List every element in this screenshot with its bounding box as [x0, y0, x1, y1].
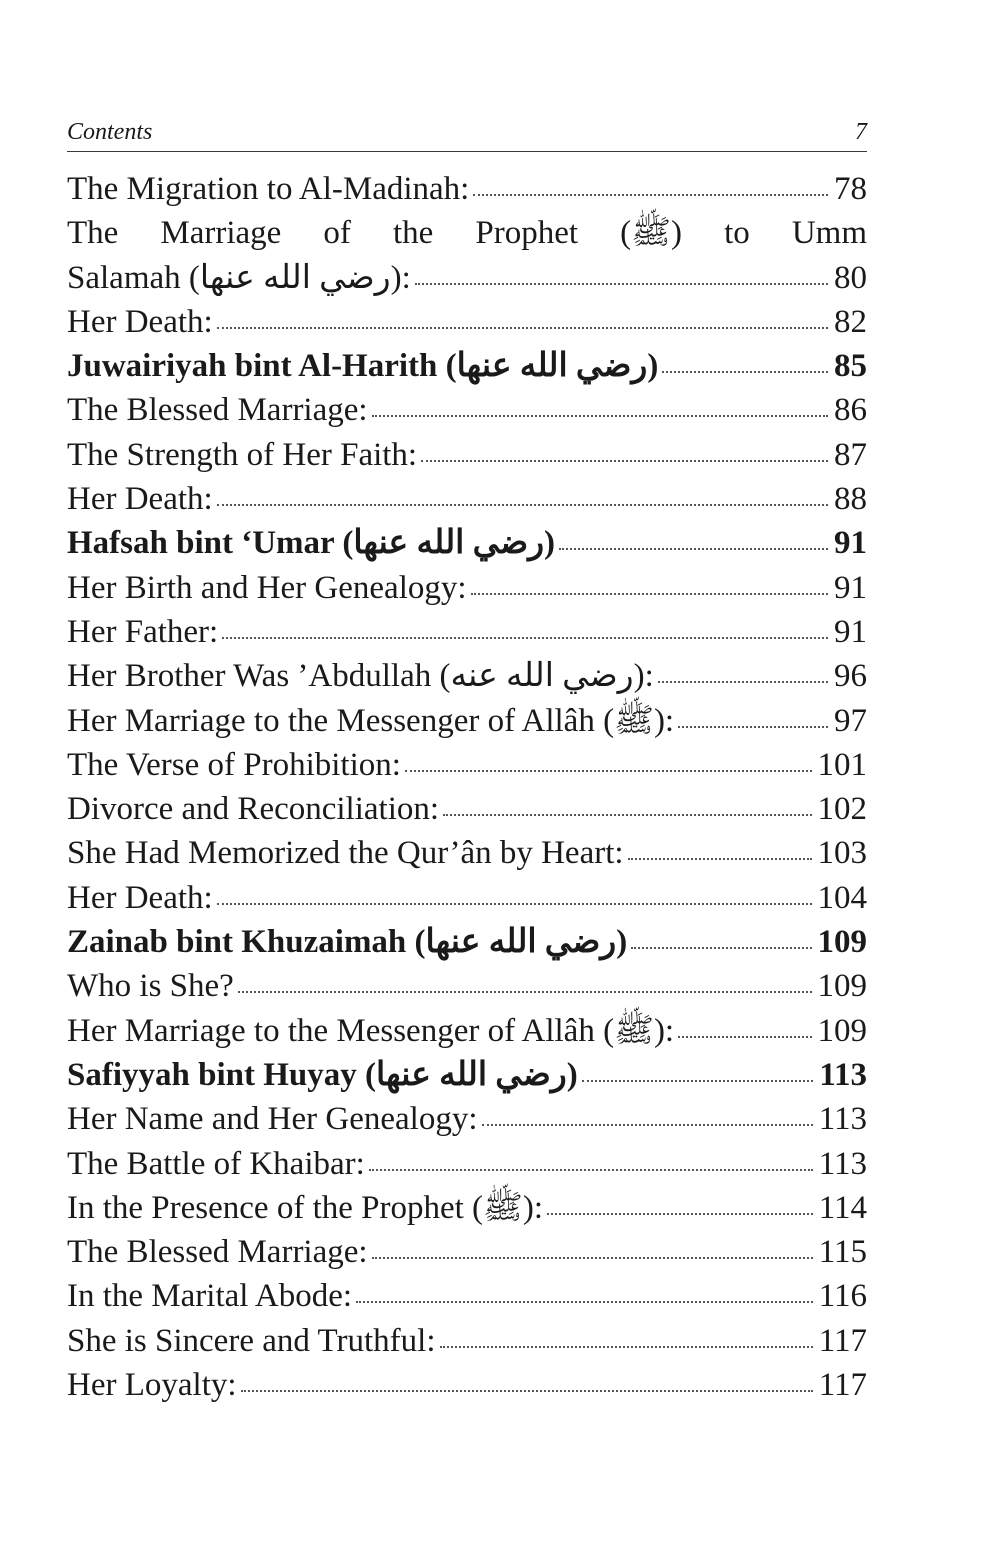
dot-leader: [421, 460, 828, 462]
dot-leader: [473, 194, 828, 196]
toc-page-number: 91: [834, 613, 867, 650]
toc-entry-title: The Migration to Al-Madinah:: [67, 171, 470, 207]
toc-page-number: 80: [834, 259, 867, 296]
toc-chapter-entry: [67, 1053, 867, 1097]
dot-leader: [559, 548, 828, 550]
toc-entry-title: Her Father:: [67, 613, 219, 650]
toc-entry-title: Who is She?: [67, 968, 234, 1005]
dot-leader: [582, 1080, 814, 1082]
toc-page-number: 109: [817, 1012, 867, 1049]
toc-entry: [67, 831, 867, 875]
toc-page-number: 113: [818, 1145, 867, 1182]
toc-page-number: 103: [817, 835, 867, 872]
toc-page-number: 96: [834, 658, 867, 695]
toc-entry: [67, 964, 867, 1008]
toc-entry-title: Hafsah bint ‘Umar (رضي الله عنها): [67, 525, 556, 562]
toc-entry-title: The Blessed Marriage:: [67, 392, 368, 429]
toc-page-number: 102: [817, 791, 867, 828]
toc-page-number: 91: [834, 525, 867, 562]
toc-page-number: 86: [834, 392, 867, 429]
dot-leader: [658, 681, 828, 683]
dot-leader: [482, 1124, 813, 1126]
dot-leader: [471, 593, 828, 595]
dot-leader: [405, 770, 812, 772]
toc-entry-title: Salamah (رضي الله عنها):: [67, 259, 411, 296]
toc-entry-title: Her Name and Her Genealogy:: [67, 1101, 478, 1138]
toc-page-number: 113: [818, 1101, 867, 1138]
toc-entry-title: Her Death:: [67, 879, 213, 916]
dot-leader: [440, 1346, 813, 1348]
toc-entry-title: In the Marital Abode:: [67, 1278, 353, 1315]
toc-entry-title: Her Birth and Her Genealogy:: [67, 569, 467, 606]
dot-leader: [217, 504, 828, 506]
toc-entry: [67, 167, 867, 211]
toc-entry-title: Safiyyah bint Huyay (رضي الله عنها): [67, 1056, 578, 1093]
document-page: [67, 0, 867, 1541]
dot-leader: [372, 415, 828, 417]
toc-entry-title: Her Loyalty:: [67, 1367, 237, 1404]
toc-entry-title: Divorce and Reconciliation:: [67, 791, 440, 828]
dot-leader: [217, 327, 828, 329]
header-title: Contents: [67, 119, 153, 145]
dot-leader: [369, 1169, 813, 1171]
toc-page-number: 117: [818, 1322, 867, 1359]
toc-entry-title: She Had Memorized the Qur’ân by Heart:: [67, 835, 624, 872]
toc-entry: [67, 610, 867, 654]
toc-entry: [67, 1142, 867, 1186]
dot-leader: [662, 371, 828, 373]
toc-chapter-entry: [67, 521, 867, 565]
toc-chapter-entry: [67, 344, 867, 388]
toc-entry-title: Her Marriage to the Messenger of Allâh (ﷺ):: [67, 1012, 675, 1049]
toc-page-number: 91: [834, 569, 867, 606]
toc-entry-title: Juwairiyah bint Al-Harith (رضي الله عنها): [67, 348, 659, 385]
toc-entry-title: In the Presence of the Prophet (ﷺ):: [67, 1189, 544, 1226]
dot-leader: [678, 1036, 811, 1038]
header-page-number: 7: [855, 119, 867, 145]
toc-entry: [67, 787, 867, 831]
toc-entry: [67, 211, 867, 255]
dot-leader: [443, 814, 811, 816]
dot-leader: [238, 991, 812, 993]
toc-entry: [67, 743, 867, 787]
toc-entry-title: Her Marriage to the Messenger of Allâh (ﷺ):: [67, 702, 675, 739]
toc-page-number: 114: [818, 1189, 867, 1226]
toc-page-number: 78: [834, 171, 867, 207]
toc-chapter-entry: [67, 920, 867, 964]
toc-entry-title: The Battle of Khaibar:: [67, 1145, 365, 1182]
toc-page-number: 109: [817, 968, 867, 1005]
toc-entry: [67, 477, 867, 521]
running-header: [67, 117, 867, 152]
toc-page-number: 117: [818, 1367, 867, 1404]
toc-entry: [67, 1319, 867, 1363]
toc-page-number: 101: [817, 746, 867, 783]
toc-entry-title: Zainab bint Khuzaimah (رضي الله عنها): [67, 924, 628, 961]
toc-entry: [67, 1363, 867, 1407]
toc-entry: [67, 1097, 867, 1141]
toc-entry: [67, 876, 867, 920]
toc-page-number: 85: [834, 348, 867, 385]
dot-leader: [628, 858, 812, 860]
toc-entry-title: She is Sincere and Truthful:: [67, 1322, 436, 1359]
toc-entry: [67, 300, 867, 344]
toc-entry-title: The Blessed Marriage:: [67, 1234, 368, 1271]
toc-entry: [67, 566, 867, 610]
dot-leader: [631, 947, 811, 949]
toc-entry: [67, 1186, 867, 1230]
toc-entry: [67, 1009, 867, 1053]
dot-leader: [678, 726, 828, 728]
dot-leader: [547, 1213, 813, 1215]
toc-entry: [67, 1230, 867, 1274]
toc-page-number: 115: [818, 1234, 867, 1271]
toc-entry-title: The Strength of Her Faith:: [67, 436, 418, 473]
dot-leader: [415, 283, 828, 285]
toc-page-number: 113: [819, 1056, 867, 1093]
toc-page-number: 97: [834, 702, 867, 739]
toc-entry-title: Her Death:: [67, 303, 213, 340]
toc-page-number: 116: [818, 1278, 867, 1315]
dot-leader: [372, 1257, 813, 1259]
toc-entry-title: Her Brother Was ’Abdullah (رضي الله عنه):: [67, 658, 654, 695]
toc-entry: [67, 1274, 867, 1318]
dot-leader: [356, 1301, 813, 1303]
toc-entry: [67, 256, 867, 300]
toc-entry-title: The Verse of Prohibition:: [67, 746, 401, 783]
dot-leader: [217, 903, 812, 905]
toc-entry-title: The Marriage of the Prophet (ﷺ) to Umm: [67, 215, 868, 252]
toc-entry: [67, 388, 867, 432]
toc-entry-title: Her Death:: [67, 481, 213, 518]
toc-page-number: 87: [834, 436, 867, 473]
table-of-contents: [67, 167, 867, 1407]
toc-page-number: 104: [817, 879, 867, 916]
dot-leader: [241, 1390, 813, 1392]
dot-leader: [222, 637, 828, 639]
toc-page-number: 109: [817, 924, 867, 961]
toc-entry: [67, 699, 867, 743]
toc-page-number: 82: [834, 303, 867, 340]
toc-page-number: 88: [834, 481, 867, 518]
toc-entry: [67, 433, 867, 477]
toc-entry: [67, 654, 867, 698]
